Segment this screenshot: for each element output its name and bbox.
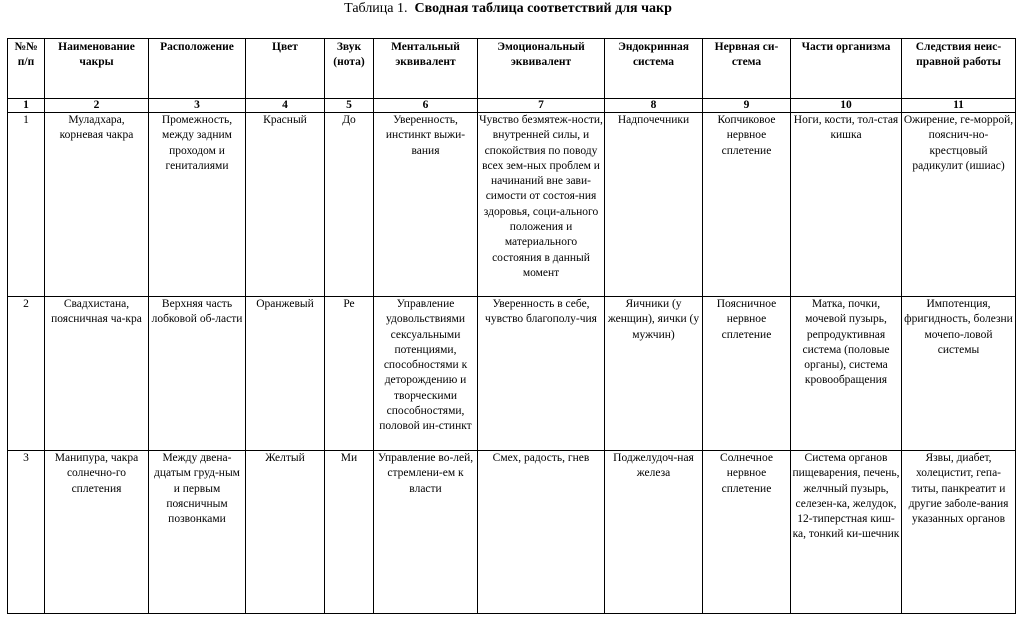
header-row xyxy=(8,39,1016,99)
table-cell: Промежность, между задним проходом и гениталиями xyxy=(149,113,246,297)
table-cell: До xyxy=(325,113,374,297)
table-cell: Муладхара, корневая чакра xyxy=(45,113,149,297)
table-cell: Манипура, чакра солнечно-го сплетения xyxy=(45,451,149,614)
header-cell: Цвет xyxy=(246,39,325,99)
column-number: 9 xyxy=(703,99,791,113)
column-number: 6 xyxy=(374,99,478,113)
table-cell: Верхняя часть лобковой об-ласти xyxy=(149,297,246,451)
table-cell: Ре xyxy=(325,297,374,451)
column-number: 5 xyxy=(325,99,374,113)
header-cell: Расположение xyxy=(149,39,246,99)
header-cell: Части организма xyxy=(791,39,902,99)
chakra-table xyxy=(7,38,1016,614)
column-number: 11 xyxy=(902,99,1016,113)
header-cell: Звук (нота) xyxy=(325,39,374,99)
table-row xyxy=(8,113,1016,297)
header-cell: №№ п/п xyxy=(8,39,45,99)
header-cell: Ментальный эквивалент xyxy=(374,39,478,99)
table-cell: Свадхистана, поясничная ча-кра xyxy=(45,297,149,451)
header-cell: Наименование чакры xyxy=(45,39,149,99)
column-number-row xyxy=(8,99,1016,113)
table-caption xyxy=(0,0,1016,18)
header-cell: Эмоциональный эквивалент xyxy=(478,39,605,99)
table-cell: 3 xyxy=(8,451,45,614)
table-row xyxy=(8,297,1016,451)
column-number: 8 xyxy=(605,99,703,113)
table-cell: Уверенность, инстинкт выжи-вания xyxy=(374,113,478,297)
table-cell: Копчиковое нервное сплетение xyxy=(703,113,791,297)
table-cell: Оранжевый xyxy=(246,297,325,451)
column-number: 3 xyxy=(149,99,246,113)
table-cell: Ожирение, ге-моррой, пояснич-но-крестцовый радикулит (ишиас) xyxy=(902,113,1016,297)
caption-title: Сводная таблица соответствий для чакр xyxy=(414,1,672,16)
table-cell: Поджелудоч-ная железа xyxy=(605,451,703,614)
table-cell: Ноги, кости, тол-стая кишка xyxy=(791,113,902,297)
header-cell: Нервная си-стема xyxy=(703,39,791,99)
table-cell: Солнечное нервное сплетение xyxy=(703,451,791,614)
table-cell: Импотенция, фригидность, болезни мочепо-ловой системы xyxy=(902,297,1016,451)
header-cell: Следствия неис-правной работы xyxy=(902,39,1016,99)
table-cell: Красный xyxy=(246,113,325,297)
caption-number: Таблица 1. xyxy=(344,1,408,16)
table-cell: Управление во-лей, стремлени-ем к власти xyxy=(374,451,478,614)
table-cell: Желтый xyxy=(246,451,325,614)
table-cell: 1 xyxy=(8,113,45,297)
column-number: 7 xyxy=(478,99,605,113)
table-cell: Смех, радость, гнев xyxy=(478,451,605,614)
column-number: 10 xyxy=(791,99,902,113)
table-cell: Поясничное нервное сплетение xyxy=(703,297,791,451)
table-row xyxy=(8,451,1016,614)
table-cell: Язвы, диабет, холецистит, гепа-титы, панкреатит и другие заболе-вания указанных органов xyxy=(902,451,1016,614)
column-number: 1 xyxy=(8,99,45,113)
column-number: 4 xyxy=(246,99,325,113)
table-cell: Чувство безмятеж-ности, внутренней силы, и спокойствия по поводу всех зем-ных проблем и начинаний вне зави-симости от состоя-ния здоровья, соци-ального положения и материального состояния в данный момент xyxy=(478,113,605,297)
column-number: 2 xyxy=(45,99,149,113)
table-cell: Ми xyxy=(325,451,374,614)
header-cell: Эндокринная система xyxy=(605,39,703,99)
table-cell: 2 xyxy=(8,297,45,451)
table-cell: Между двена-дцатым груд-ным и первым поясничным позвонками xyxy=(149,451,246,614)
table-cell: Яичники (у женщин), яички (у мужчин) xyxy=(605,297,703,451)
table-cell: Система органов пищеварения, печень, желчный пузырь, селезен-ка, желудок, 12-типерстная киш-ка, тонкий ки-шечник xyxy=(791,451,902,614)
table-cell: Надпочечники xyxy=(605,113,703,297)
table-cell: Уверенность в себе, чувство благополу-чия xyxy=(478,297,605,451)
table-cell: Матка, почки, мочевой пузырь, репродуктивная система (половые органы), система кровообращения xyxy=(791,297,902,451)
table-cell: Управление удовольствиями сексуальными потенциями, способностями к деторождению и творческими способностями, половой ин-стинкт xyxy=(374,297,478,451)
